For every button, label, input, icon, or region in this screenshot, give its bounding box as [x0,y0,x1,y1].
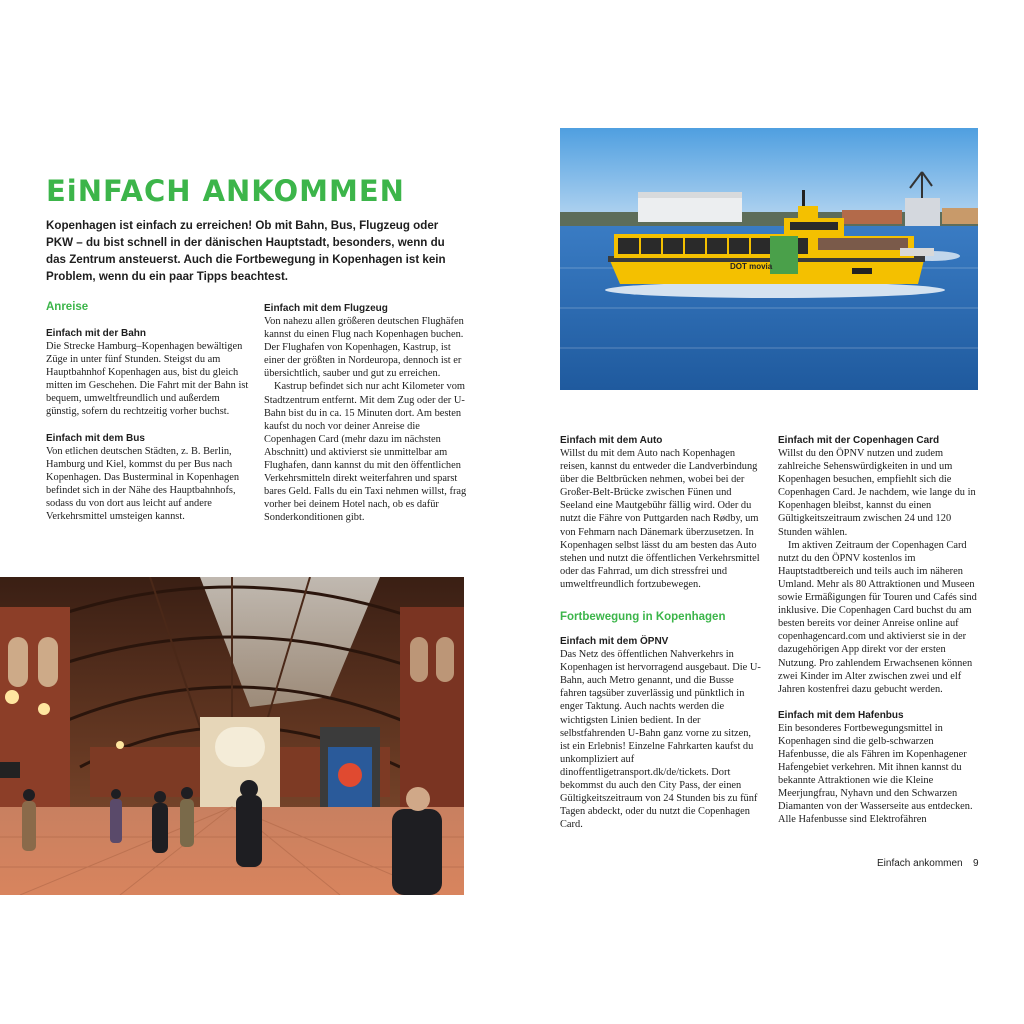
subheading-hafenbus: Einfach mit dem Hafenbus [778,709,904,721]
subheading-bahn: Einfach mit der Bahn [46,328,147,339]
subheading-bus: Einfach mit dem Bus [46,432,145,444]
right-column-1 [560,434,762,831]
paragraph-hafenbus: Ein besonderes Fortbewegungsmittel in Kopenhagen sind die gelb-schwarzen Hafenbusse, die als Fähren im Kopenhagener Hafengebiet verkehren. Mit ihnen kannst du bekannte Attraktionen wie die Kleine Meerjungfrau, Nyhavn und den Schwarzen Diamanten von der Wasserseite aus entdecken. Alle Hafenbusse sind Elektrofähren [778,722,973,826]
right-column-2 [778,434,980,827]
paragraph-flugzeug-2: Kastrup befindet sich nur acht Kilometer vom Stadtzentrum entfernt. Mit dem Zug oder der U-Bahn bist du in ca. 15 Minuten dort. Am besten kaufst du noch vor deiner Anreise die Copenhagen Card (mehr dazu im nächsten Abschnitt) und aktivierst sie unmittelbar am Flughafen, dann kannst du mit den öffentlichen Verkehrsmitteln direkt weiterfahren und sparst bares Geld. Falls du ein Taxi nehmen willst, frag vorher bei deinem Hotel nach, ob es dafür Sonderkonditionen gibt. [264,381,467,524]
paragraph-bahn: Die Strecke Hamburg–Kopenhagen bewältigen Züge in unter fünf Stunden. Steigst du am Hauptbahnhof Kopenhagen aus, bist du gleich mitten im Geschehen. Die Fahrt mit der Bahn ist bequem, umweltfreundlich und außerdem günstig, sofern du rechtzeitig vorher buchst. [46,341,249,418]
page-title: EiNFACH ANKOMMEN [46,174,405,208]
subheading-auto: Einfach mit dem Auto [560,435,663,446]
harbour-bus-photo [560,128,978,390]
subheading-flugzeug: Einfach mit dem Flugzeug [264,303,388,314]
paragraph-copenhagen-card-1: Willst du den ÖPNV nutzen und zudem zahlreiche Sehenswürdigkeiten in und um Kopenhagen besuchen, empfiehlt sich die Copenhagen Card. Je nachdem, wie lange du in Kopenhagen bleibst, kannst du einen Gültigkeitszeitraum zwischen 24 und 120 Stunden wählen. [778,448,976,538]
left-column-2 [264,302,469,525]
intro-text: Kopenhagen ist einfach zu erreichen! Ob mit Bahn, Bus, Flugzeug oder PKW – du bist schnell in der dänischen Hauptstadt, besonders, wenn du das Zentrum ansteuerst. Auch die Fortbewegung in Kopenhagen ist kein Problem, wenn du ein paar Tipps beachtest. [46,219,446,283]
page-number: 9 [973,858,979,869]
paragraph-copenhagen-card-2: Im aktiven Zeitraum der Copenhagen Card nutzt du den ÖPNV kostenlos im Hauptstadtbereich und teils auch im näheren Umland. Mehr als 80 Attraktionen und Museen sowie Ermäßigungen für Touren und Cafés sind inklusive. Die Copenhagen Card buchst du am besten bereits vor deiner Anreise online auf copenhagencard.com und aktivierst sie in der dazugehörigen App direkt vor der ersten Nutzung. Pro zahlendem Erwachsenen können zwei Kinder im Alter zwischen zwei und elf Jahren kostenfrei dazu gebucht werden. [778,539,977,695]
left-column-1 [46,301,251,523]
subheading-copenhagen-card: Einfach mit der Copenhagen Card [778,435,940,446]
train-station-photo [0,577,464,895]
section-heading-anreise: Anreise [46,301,89,313]
ferry-label: DOT movia [730,262,773,271]
paragraph-oepnv: Das Netz des öffentlichen Nahverkehrs in Kopenhagen ist hervorragend ausgebaut. Die U-Bahn, auch Metro genannt, und die Busse fahren tagsüber zuverlässig und pünktlich in enger Taktung. Auch nachts werden die wichtigsten Linien bedient. In der selbstfahrenden U-Bahn ganz vorne zu sitzen, ist ein Erlebnis! Einzelne Fahrkarten kaufst du unkompliziert auf dinoffentligetransport.dk/de/tickets. Dort bekommst du auch den City Pass, der einen Gültigkeitszeitraum von 24 Stunden bis zu fünf Tagen abdeckt, oder du nutzt die Copenhagen Card. [560,649,761,831]
paragraph-flugzeug-1: Von nahezu allen größeren deutschen Flughäfen kannst du einen Flug nach Kopenhagen buchen. Der Flughafen von Kopenhagen, Kastrup, ist einer der größten in Nordeuropa, dennoch ist er übersichtlich, sauber und gut zu erreichen. [264,316,464,380]
paragraph-bus: Von etlichen deutschen Städten, z. B. Berlin, Hamburg und Kiel, kommst du per Bus nach Kopenhagen. Das Busterminal in Kopenhagen befindet sich in der Nähe des Hauptbahnhofs, sodass du von dort aus leicht auf andere Verkehrsmittel umsteigen kannst. [46,445,240,523]
running-footer-label: Einfach ankommen [877,858,963,869]
paragraph-auto: Willst du mit dem Auto nach Kopenhagen reisen, kannst du entweder die Landverbindung über die Beltbrücken nehmen, wobei bei der Großer-Belt-Brücke zwischen Fünen und Seeland eine Mautgebühr fällig wird. Oder du nutzt die Fähre von Puttgarden nach Rødby, um von Fehmarn nach Dänemark überzusetzen. In Kopenhagen selbst lässt du am besten das Auto stehen und nutzt die öffentlichen Verkehrsmittel oder das Fahrrad, um dich stressfrei und umweltfreundlich fortzubewegen. [560,448,760,590]
subheading-oepnv: Einfach mit dem ÖPNV [560,636,669,648]
section-heading-fortbewegung: Fortbewegung in Kopenhagen [560,611,726,624]
